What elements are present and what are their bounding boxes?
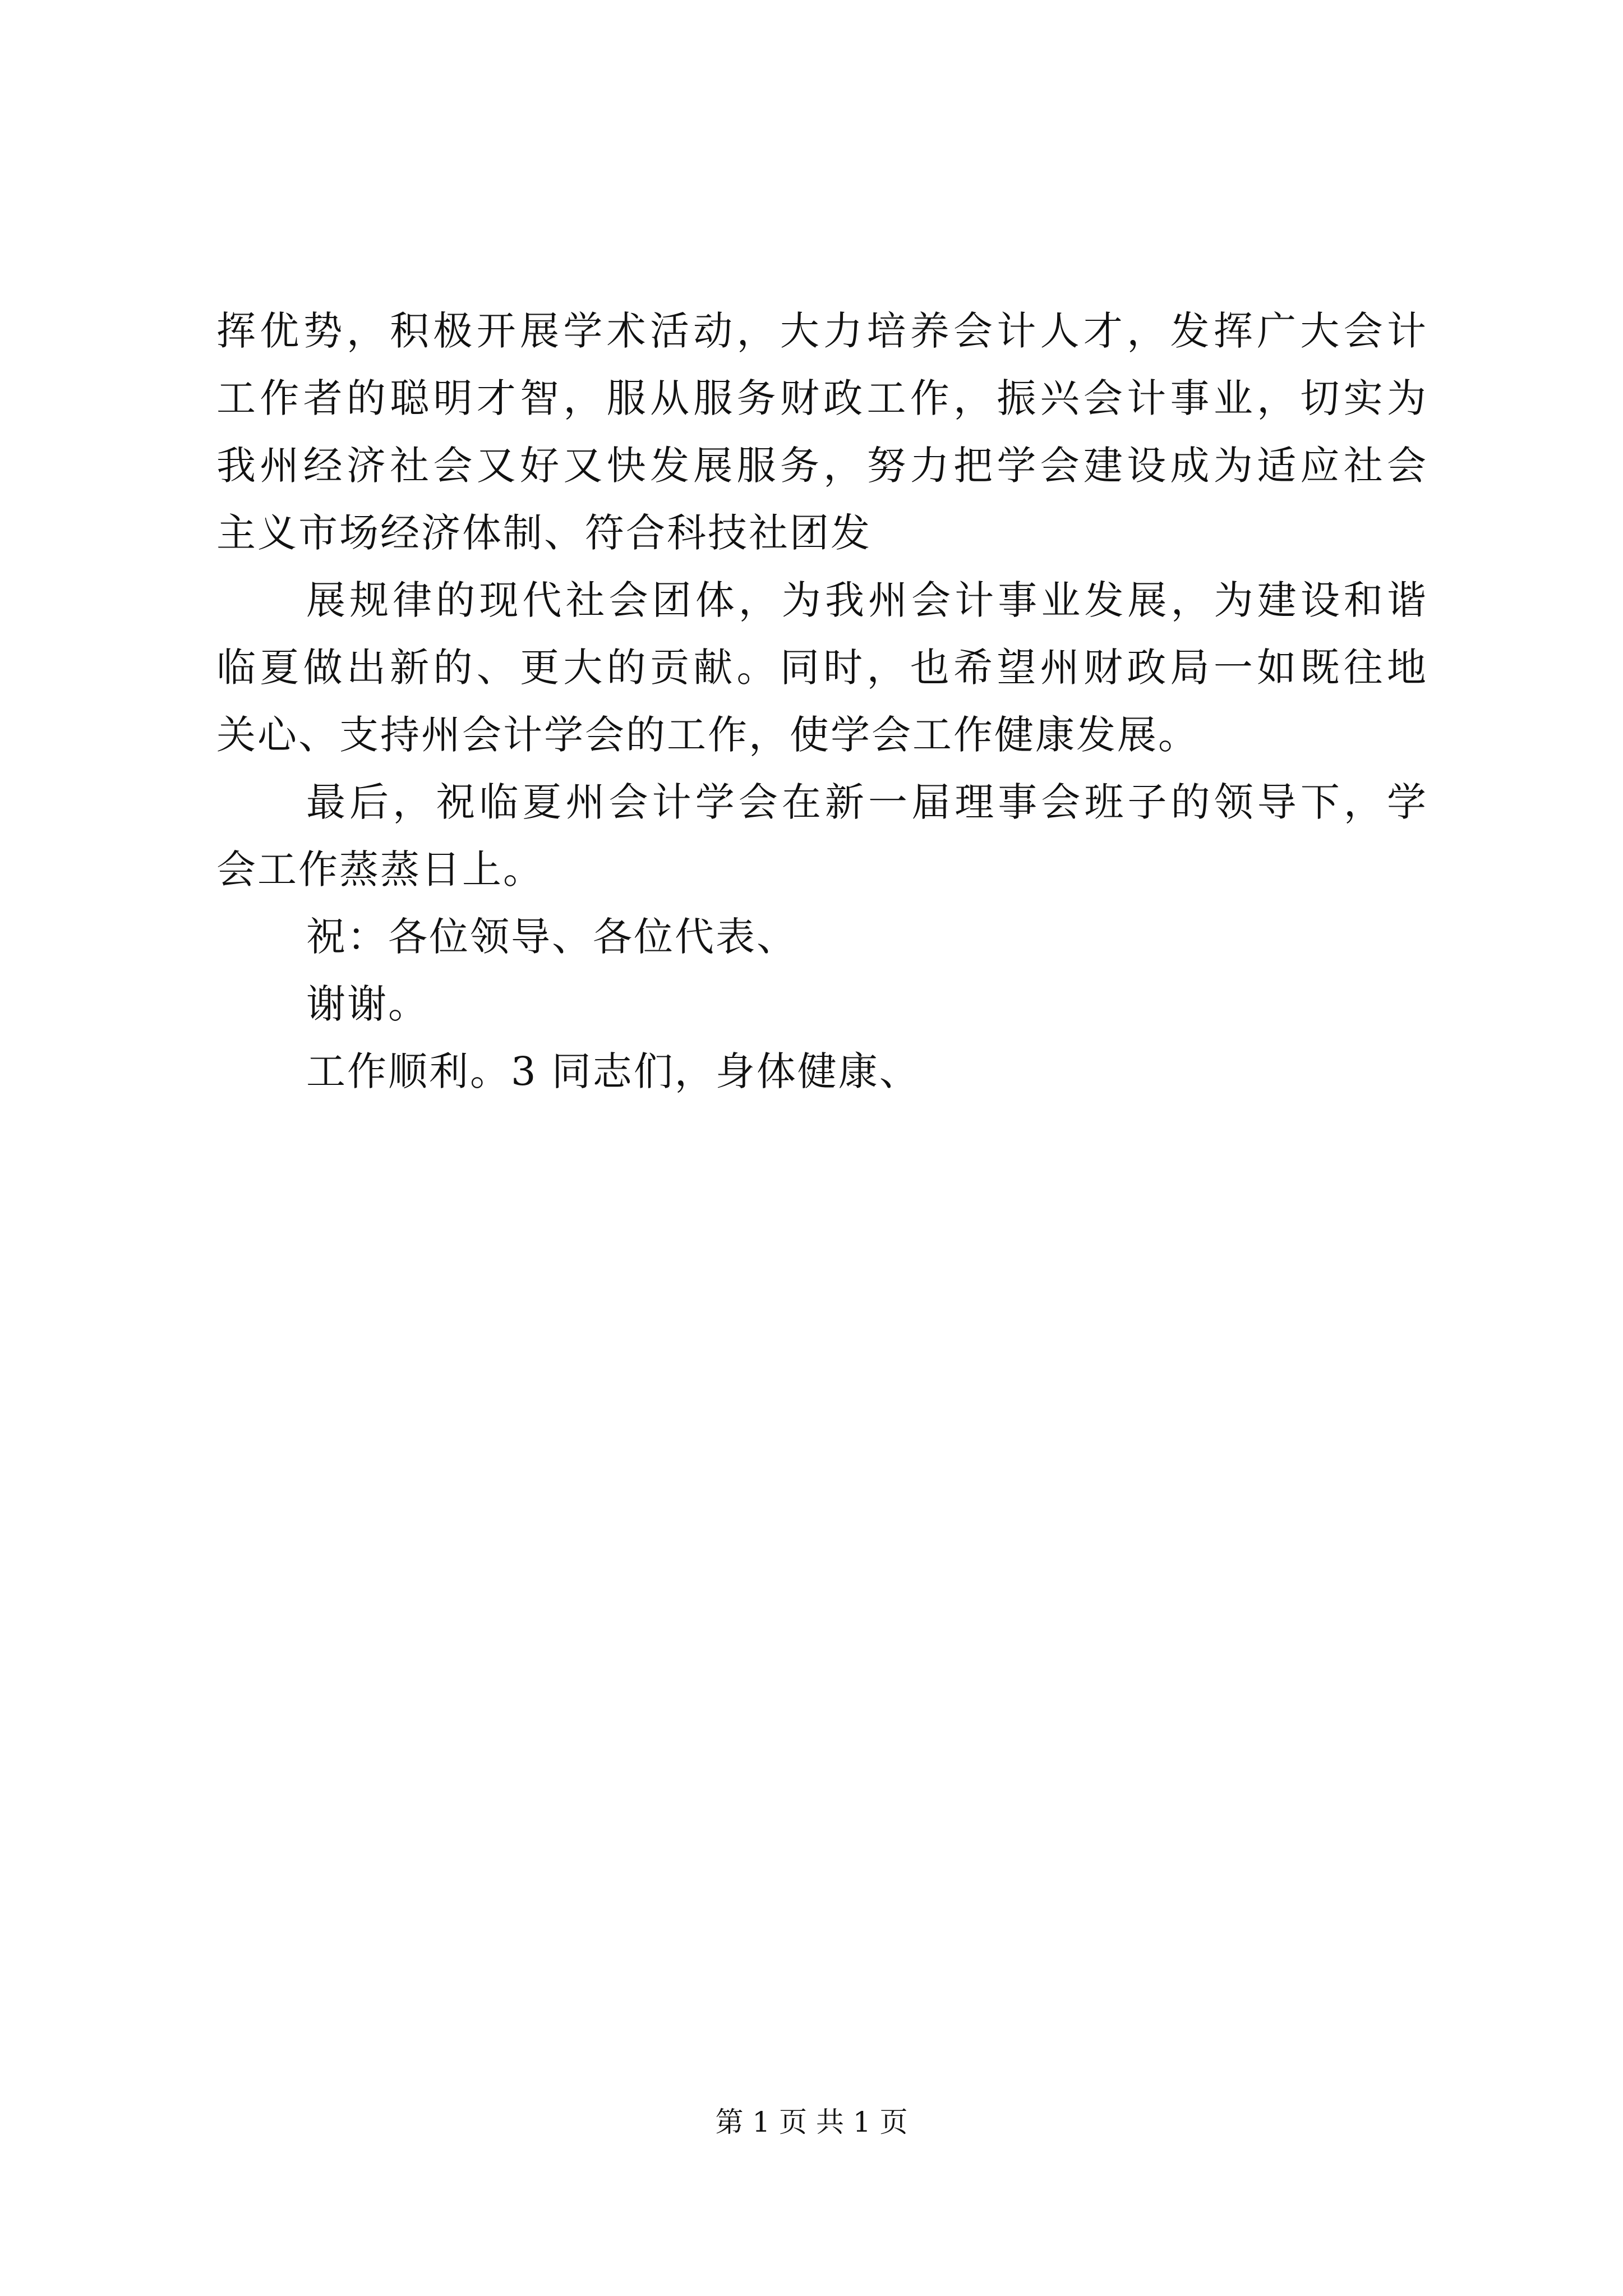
body-line: 祝：各位领导、各位代表、 [306, 914, 797, 960]
body-line: 主义市场经济体制、符合科技社团发 [216, 510, 872, 556]
body-line: 谢谢。 [306, 981, 429, 1027]
body-line: 我州经济社会又好又快发展服务，努力把学会建设成为适应社会 [216, 443, 1428, 489]
body-line: 会工作蒸蒸日上。 [216, 846, 544, 892]
document-body [216, 297, 1428, 1105]
body-line: 最后，祝临夏州会计学会在新一届理事会班子的领导下，学 [306, 779, 1428, 825]
body-line: 展规律的现代社会团体，为我州会计事业发展，为建设和谐 [306, 577, 1428, 623]
body-line: 工作顺利。3 同志们，身体健康、 [306, 1048, 920, 1094]
body-line: 关心、支持州会计学会的工作，使学会工作健康发展。 [216, 712, 1199, 758]
page-number-footer: 第 1 页 共 1 页 [715, 2106, 908, 2138]
body-line: 挥优势，积极开展学术活动，大力培养会计人才，发挥广大会计 [216, 308, 1428, 354]
body-line: 工作者的聪明才智，服从服务财政工作，振兴会计事业，切实为 [216, 375, 1428, 421]
body-line: 临夏做出新的、更大的贡献。同时，也希望州财政局一如既往地 [216, 645, 1428, 691]
